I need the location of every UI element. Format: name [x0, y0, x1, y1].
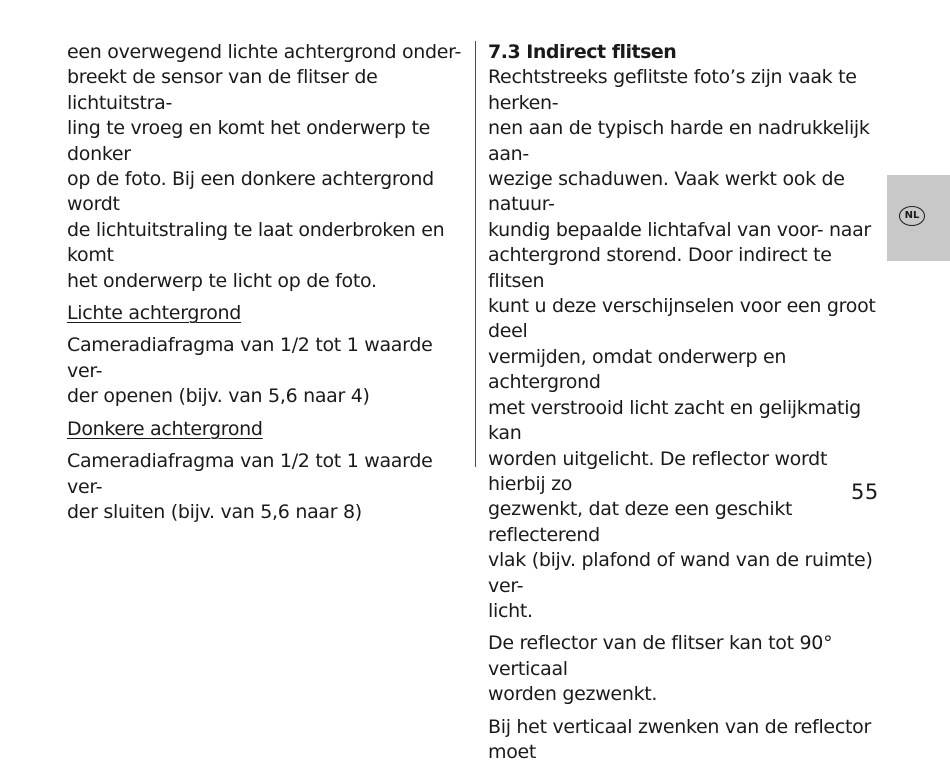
- body-line: kundig bepaalde lichtafval van voor- naar: [488, 218, 871, 241]
- body-line: de lichtuitstraling te laat onderbroken en komt: [67, 218, 445, 267]
- body-line: worden uitgelicht. De reflector wordt hierbij zo: [488, 447, 828, 495]
- left-column: [67, 40, 467, 525]
- body-line: gezwenkt, dat deze een geschikt reflecterend: [488, 498, 793, 546]
- body-line: het onderwerp te licht op de foto.: [67, 269, 377, 292]
- language-badge: NL: [899, 206, 925, 226]
- body-line: breekt de sensor van de flitser de lichtuitstra-: [67, 66, 378, 114]
- page-number: 55: [851, 480, 879, 504]
- body-line: achtergrond storend. Door indirect te flitsen: [488, 244, 832, 292]
- body-line: Cameradiafragma van 1/2 tot 1 waarde ver-: [67, 334, 433, 382]
- body-line: wezige schaduwen. Vaak werkt ook de natuur-: [488, 168, 845, 216]
- body-line: op de foto. Bij een donkere achtergrond wordt: [67, 168, 434, 216]
- body-line: met verstrooid licht zacht en gelijkmatig kan: [488, 396, 861, 445]
- column-divider: [475, 41, 476, 467]
- body-line: Cameradiafragma van 1/2 tot 1 waarde ver-: [67, 450, 433, 498]
- body-line: Bij het verticaal zwenken van de reflector moet: [488, 715, 871, 763]
- body-line: ling te vroeg en komt het onderwerp te donker: [67, 117, 430, 165]
- body-line: kunt u deze verschijnselen voor een groot deel: [488, 295, 876, 343]
- right-column: [488, 40, 888, 765]
- dark-background-heading: Donkere achtergrond: [67, 417, 263, 440]
- light-background-heading: Lichte achtergrond: [67, 302, 242, 325]
- body-line: Rechtstreeks geflitste foto’s zijn vaak te herken-: [488, 66, 857, 114]
- body-line: vlak (bijv. plafond of wand van de ruimte) ver-: [488, 549, 873, 597]
- body-line: licht.: [488, 599, 533, 622]
- body-line: De reflector van de flitser kan tot 90° verticaal: [488, 632, 833, 680]
- body-line: worden gezwenkt.: [488, 683, 658, 706]
- body-line: der sluiten (bijv. van 5,6 naar 8): [67, 500, 362, 523]
- section-title: 7.3 Indirect flitsen: [488, 41, 677, 63]
- body-line: nen aan de typisch harde en nadrukkelijk aan-: [488, 117, 870, 165]
- body-line: vermijden, omdat onderwerp en achtergrond: [488, 345, 787, 394]
- body-line: der openen (bijv. van 5,6 naar 4): [67, 385, 370, 408]
- body-line: een overwegend lichte achtergrond onder-: [67, 41, 462, 63]
